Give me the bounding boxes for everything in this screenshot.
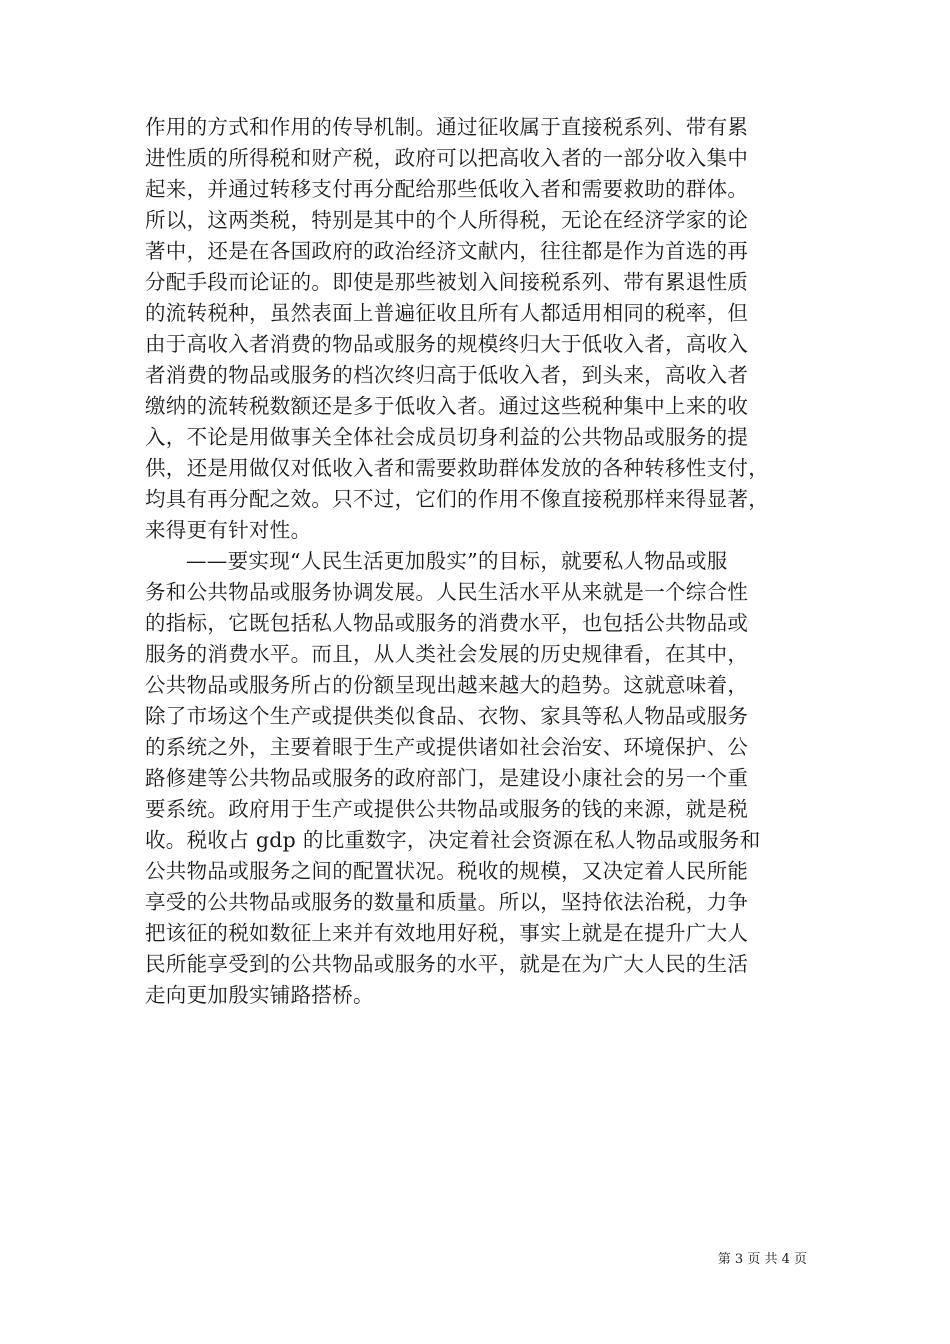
text-line: 除了市场这个生产或提供类似食品、衣物、家具等私人物品或服务 xyxy=(145,704,749,728)
text-line: 服务的消费水平。而且，从人类社会发展的历史规律看，在其中， xyxy=(145,642,749,666)
text-line: 来得更有针对性。 xyxy=(145,518,312,542)
text-line: 的指标，它既包括私人物品或服务的消费水平，也包括公共物品或 xyxy=(145,611,749,635)
document-body xyxy=(145,112,810,1011)
text-line: 供，还是用做仅对低收入者和需要救助群体发放的各种转移性支付， xyxy=(145,456,769,480)
text-line: 由于高收入者消费的物品或服务的规模终归大于低收入者，高收入 xyxy=(145,332,749,356)
text-line: 所以，这两类税，特别是其中的个人所得税，无论在经济学家的论 xyxy=(145,208,749,232)
text-line: 缴纳的流转税数额还是多于低收入者。通过这些税种集中上来的收 xyxy=(145,394,749,418)
paragraph-2 xyxy=(145,546,810,1011)
text-line: 民所能享受到的公共物品或服务的水平，就是在为广大人民的生活 xyxy=(145,952,749,976)
text-line: 要系统。政府用于生产或提供公共物品或服务的钱的来源，就是税 xyxy=(145,797,749,821)
text-line: 的系统之外，主要着眼于生产或提供诸如社会治安、环境保护、公 xyxy=(145,735,749,759)
text-line: 作用的方式和作用的传导机制。通过征收属于直接税系列、带有累 xyxy=(145,115,749,139)
text-line: 享受的公共物品或服务的数量和质量。所以，坚持依法治税，力争 xyxy=(145,890,749,914)
paragraph-1 xyxy=(145,112,810,546)
text-line: 起来，并通过转移支付再分配给那些低收入者和需要救助的群体。 xyxy=(145,177,749,201)
text-line: 路修建等公共物品或服务的政府部门，是建设小康社会的另一个重 xyxy=(145,766,749,790)
text-line: 者消费的物品或服务的档次终归高于低收入者，到头来，高收入者 xyxy=(145,363,749,387)
text-line: 公共物品或服务所占的份额呈现出越来越大的趋势。这就意味着， xyxy=(145,673,749,697)
text-line: 走向更加殷实铺路搭桥。 xyxy=(145,983,374,1007)
text-line: 分配手段而论证的。即使是那些被划入间接税系列、带有累退性质 xyxy=(145,270,749,294)
text-line: 著中，还是在各国政府的政治经济文献内，往往都是作为首选的再 xyxy=(145,239,749,263)
text-line: 进性质的所得税和财产税，政府可以把高收入者的一部分收入集中 xyxy=(145,146,749,170)
text-line: 收。税收占 gdp 的比重数字，决定着社会资源在私人物品或服务和 xyxy=(145,828,761,852)
text-line: 入，不论是用做事关全体社会成员切身利益的公共物品或服务的提 xyxy=(145,425,749,449)
text-line: 均具有再分配之效。只不过，它们的作用不像直接税那样来得显著， xyxy=(145,487,769,511)
text-line: 务和公共物品或服务协调发展。人民生活水平从来就是一个综合性 xyxy=(145,580,749,604)
text-line: ——要实现“人民生活更加殷实”的目标，就要私人物品或服 xyxy=(186,549,728,573)
text-line: 把该征的税如数征上来并有效地用好税，事实上就是在提升广大人 xyxy=(145,921,749,945)
page-number: 第 3 页 共 4 页 xyxy=(717,1252,807,1267)
text-line: 公共物品或服务之间的配置状况。税收的规模，又决定着人民所能 xyxy=(145,859,749,883)
text-line: 的流转税种，虽然表面上普遍征收且所有人都适用相同的税率，但 xyxy=(145,301,749,325)
